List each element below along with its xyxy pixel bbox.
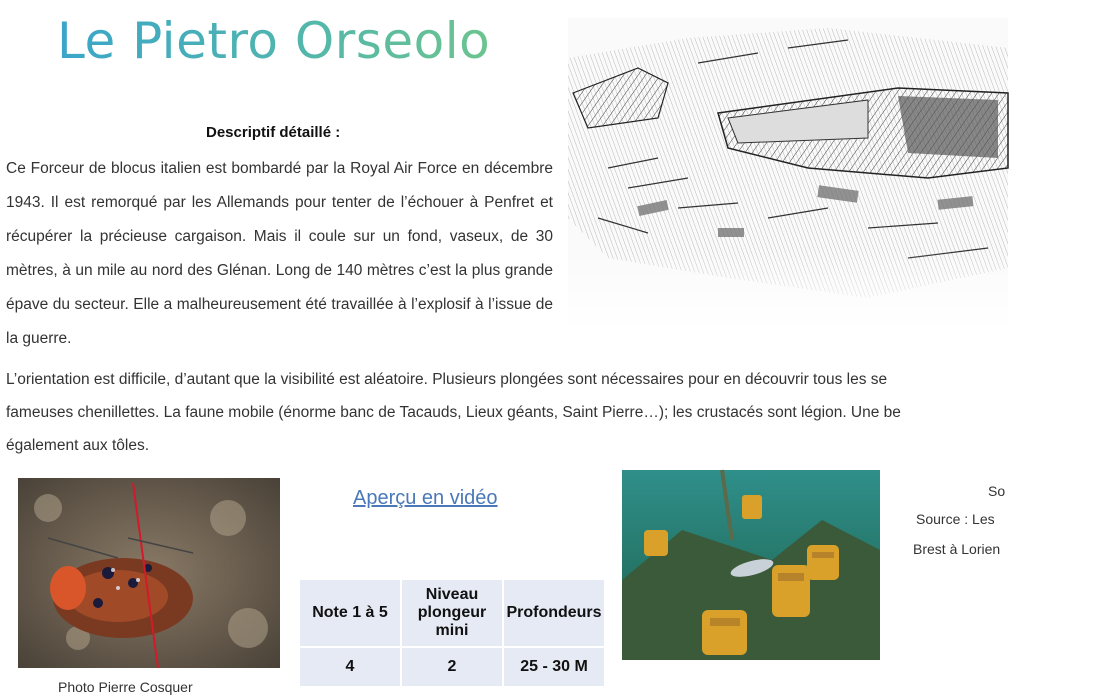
description-paragraph: Ce Forceur de blocus italien est bombardé par la Royal Air Force en décembre 1943. Il est remorqué par les Allemands pour tenter de l’échouer à Penfret et récupérer la précieuse cargaison. Mais il coule sur un fond, vaseux, de 30 mètres, à un mile au nord des Glénan. Long de 140 mètres c’est la plus grande épave du secteur. Elle a malheureusement été travaillée à l’explosif à l’issue de la guerre. bbox=[6, 160, 553, 347]
lobster-icon bbox=[18, 478, 280, 668]
diving-description-line: également aux tôles. bbox=[6, 437, 150, 454]
diving-description bbox=[6, 363, 1106, 462]
description-heading: Descriptif détaillé : bbox=[206, 124, 341, 141]
underwater-wreck-photo bbox=[622, 470, 880, 660]
shipwreck-sketch-image bbox=[568, 18, 1008, 328]
table-row bbox=[299, 647, 605, 687]
source-text-line: Brest à Lorien bbox=[913, 541, 1001, 557]
header-rating: Note 1 à 5 bbox=[299, 579, 401, 647]
header-min-level bbox=[401, 579, 503, 647]
lobster-photo bbox=[18, 478, 280, 668]
header-min-level-line: Niveau bbox=[425, 586, 479, 603]
header-min-level-line: plongeur bbox=[417, 604, 487, 621]
dive-info-table bbox=[298, 578, 606, 688]
source-text-line: So bbox=[988, 483, 1006, 499]
diving-description-line: fameuses chenillettes. La faune mobile (énorme banc de Tacauds, Lieux géants, Saint Pierre…); les crustacés sont légion. Une be bbox=[6, 404, 901, 421]
table-header-row bbox=[299, 579, 605, 647]
header-depth: Profondeurs bbox=[503, 579, 605, 647]
page-title: Le Pietro Orseolo bbox=[57, 12, 491, 70]
cell-depth: 25 - 30 M bbox=[503, 647, 605, 687]
cell-rating: 4 bbox=[299, 647, 401, 687]
cell-min-level: 2 bbox=[401, 647, 503, 687]
source-text-line: Source : Les bbox=[916, 511, 995, 527]
photo-caption: Photo Pierre Cosquer bbox=[58, 679, 193, 695]
underwater-wreck-icon bbox=[622, 470, 880, 660]
diving-description-line: L’orientation est difficile, d’autant que la visibilité est aléatoire. Plusieurs plongées sont nécessaires pour en découvrir tous les se bbox=[6, 371, 888, 388]
video-preview-link[interactable]: Aperçu en vidéo bbox=[353, 487, 498, 509]
header-min-level-line: mini bbox=[435, 622, 469, 639]
